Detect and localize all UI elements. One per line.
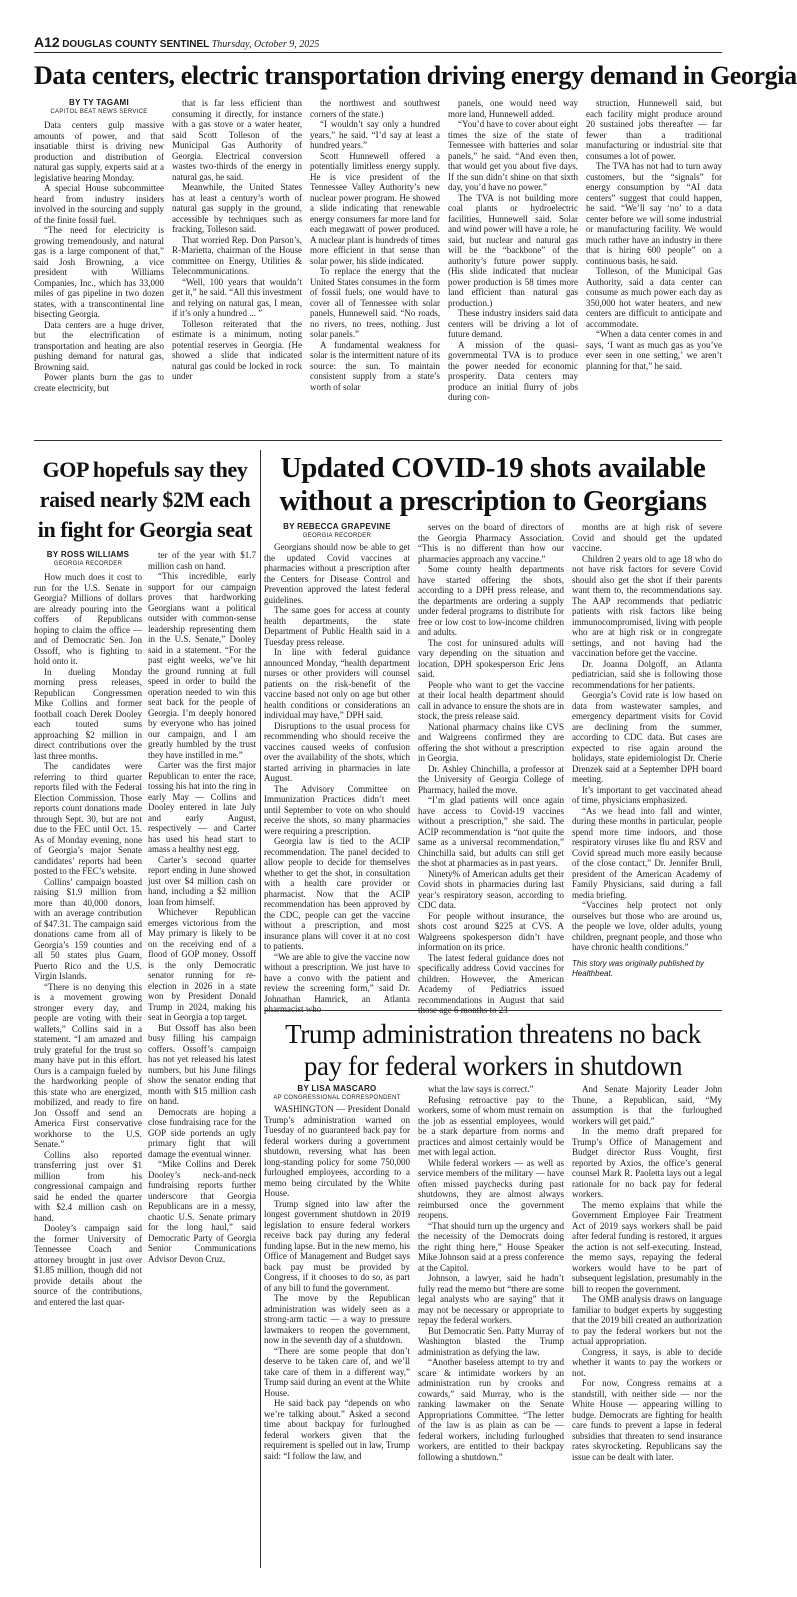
paragraph: How much does it cost to run for the U.S. Senate in Georgia? Millions of dollars are already pouring into the coffers of Republicans hoping to claim the office — and of Democratic Sen. Jon Ossoff, who is fighting to hold onto it. bbox=[34, 572, 142, 666]
story-2-byline-block bbox=[34, 550, 142, 568]
newspaper-name: DOUGLAS COUNTY SENTINEL bbox=[62, 39, 210, 50]
folio-rule bbox=[34, 52, 722, 53]
paragraph: Children 2 years old to age 18 who do not have risk factors for severe Covid should also get the shot if their parents want them to, the recommendations say. The AAP recommends that pediatric patients with risk factors like being immunocompromised, living with people who are at high risk or in congregate settings, and not having had the vaccination before get the vaccine. bbox=[572, 553, 722, 658]
paragraph: Power plants burn the gas to create electricity, but bbox=[34, 372, 164, 393]
paragraph: Dooley’s campaign said the former University of Tennessee Coach and attorney brought in just over $1.85 million, though did not provide details about the source of the contributions, and entered the last quar- bbox=[34, 1223, 142, 1307]
paragraph: The cost for uninsured adults will vary depending on the situation and location, DPH spokesperson Eric Jens said. bbox=[418, 637, 564, 679]
paragraph: A special House subcommittee heard from industry insiders involved in the sourcing and supply of the finite fossil fuel. bbox=[34, 183, 164, 225]
paragraph: The OMB analysis draws on language familiar to budget experts by suggesting that the 2019 bill created an authorization to pay the federal workers but not the actual appropriation. bbox=[572, 1294, 722, 1346]
issue-date: Thursday, October 9, 2025 bbox=[211, 39, 320, 50]
paragraph: “This incredible, early support for our campaign proves that hardworking Georgians want a political outsider with common-sense leadership representing them in the U.S. Senate,” Dooley said in a statement. “For the past eight weeks, we’ve hit the ground running at full speed in order to build the operation needed to win this seat back for the people of Georgia. I’m deeply honored by everyone who has joined our campaign, and I am greatly humbled by the trust they have instilled in me.” bbox=[148, 571, 256, 760]
story-2-column bbox=[148, 550, 256, 1564]
paragraph: “As we head into fall and winter, during these months in particular, people spend more time indoors, and those respiratory viruses like flu and RSV and Covid spread much more easily because of the close contact,” Dr. Jennifer Brull, president of the American Academy of Family Physicians, said during a fall media briefing. bbox=[572, 805, 722, 900]
paragraph: Georgians should now be able to get the updated Covid vaccines at pharmacies without a prescription after the Centers for Disease Control and Prevention approved the latest federal guidelines. bbox=[264, 542, 410, 605]
paragraph: Congress, it says, is able to decide whether it wants to pay the workers or not. bbox=[572, 1346, 722, 1378]
paragraph: struction, Hunnewell said, but each facility might produce around 20 sustained jobs thereafter — far fewer than a traditional manufacturing or industrial site that consumes a lot of power. bbox=[586, 98, 722, 161]
paragraph: The Advisory Committee on Immunization Practices didn’t meet until September to vote on who should receive the shots, so many pharmacies were requiring a prescription. bbox=[264, 783, 410, 836]
story-1-column bbox=[310, 98, 440, 432]
paragraph: Some county health departments have started offering the shots, according to a DPH press release, and the departments are ordering a supply under federal programs to distribute for free or low cost to low-income children and adults. bbox=[418, 564, 564, 637]
paragraph: Dr. Joanna Dolgoff, an Atlanta pediatrician, said she is following those recommendations for her patients. bbox=[572, 658, 722, 690]
story-1-byline: BY TY TAGAMI bbox=[68, 98, 130, 107]
paragraph: Meanwhile, the United States has at least a century’s worth of natural gas supply in the ground, accessible by techniques such as fracking, Tolleson said. bbox=[172, 182, 302, 234]
paragraph: WASHINGTON — President Donald Trump’s administration warned on Tuesday of no guaranteed back pay for federal workers during a government shutdown, reversing what has been long-standing policy for some 750,000 furloughed employees, according to a memo being circulated by the White House. bbox=[264, 1104, 410, 1198]
paragraph: Dr. Ashley Chinchilla, a professor at the University of Georgia College of Pharmacy, hailed the move. bbox=[418, 763, 564, 795]
paragraph: For now, Congress remains at a standstill, with neither side — nor the White House — appearing willing to budge. Democrats are fighting for health care funds to prevent a lapse in federal subsidies that threaten to send insurance rates skyrocketing. Republicans say the issue can be dealt with later. bbox=[572, 1378, 722, 1462]
story-3-column bbox=[264, 542, 410, 1014]
paragraph: In dueling Monday morning press releases, Republican Congressmen Mike Collins and former football coach Derek Dooley each touted sums approaching $2 million in direct contributions over the last three months. bbox=[34, 666, 142, 761]
section-rule bbox=[34, 440, 722, 441]
paragraph: And Senate Majority Leader John Thune, a Republican, said, “My assumption is that the furloughed workers will get paid.” bbox=[572, 1084, 722, 1126]
paragraph: A fundamental weakness for solar is the intermittent nature of its source: the sun. To maintain consistent supply from a state’s worth of solar bbox=[310, 339, 440, 392]
paragraph: that is far less efficient than consuming it directly, for instance with a gas stove or a water heater, said Scott Tolleson of the Municipal Gas Authority of Georgia. Electrical conversion wastes two-thirds of the energy in natural gas, he said. bbox=[172, 98, 302, 182]
paragraph: A mission of the quasi-governmental TVA is to produce the power needed for economic prosperity. Data centers may produce an initial flurry of jobs during con- bbox=[448, 339, 578, 402]
paragraph: Scott Hunnewell offered a potentially limitless energy supply. He is vice president of the Tennessee Valley Authority’s new nuclear power program. He showed a slide indicating that renewable energy consumers far more land for each megawatt of power produced. A nuclear plant is hundreds of times more efficient in that sense than solar power, his slide indicated. bbox=[310, 150, 440, 266]
paragraph: But Democratic Sen. Patty Murray of Washington blasted the Trump administration as defying the law. bbox=[418, 1325, 564, 1357]
story-3-byline-org: GEORGIA RECORDER bbox=[302, 533, 372, 539]
paragraph: “You’d have to cover about eight times the size of the state of Tennessee with batteries and solar panels,” he said. “And even then, that would get you about five days. If the sun didn’t shine on that sixth day, you’d have no power.” bbox=[448, 119, 578, 192]
paragraph: The TVA has not had to turn away customers, but the “signals” for energy consumption by “AI data centers” suggest that could happen, he said. “We’ll say ‘no’ to a data center before we will some industrial or manufacturing facility. We would much rather have an industry in there that is hiring 600 people” on a continuous basis, he said. bbox=[586, 161, 722, 266]
paragraph: The latest federal guidance does not specifically address Covid vaccines for children. However, the American Academy of Pediatrics issued recommendations in August that said those age 6 months to 23 bbox=[418, 952, 564, 1015]
paragraph: Georgia’s Covid rate is low based on data from wastewater samples, and emergency department visits for Covid are declining from the summer, according to CDC data. But cases are expected to rise again around the holidays, state epidemiologist Dr. Cherie Drenzek said at a September DPH board meeting. bbox=[572, 690, 722, 784]
story-4-column bbox=[418, 1084, 564, 1564]
paragraph: Tolleson reiterated that the estimate is a minimum, noting potential reserves in Georgia. (He showed a slide that indicated natural gas could be locked in rock under bbox=[172, 318, 302, 381]
paragraph: Collins also reported transferring just over $1 million from his congressional campaign and said he ended the quarter with $2.4 million cash on hand. bbox=[34, 1149, 142, 1223]
paragraph: Data centers are a huge driver, but the electrification of transportation and heating are also pushing demand for natural gas, Browning said. bbox=[34, 319, 164, 372]
paragraph: ter of the year with $1.7 million cash on hand. bbox=[148, 550, 256, 571]
paragraph: “Mike Collins and Derek Dooley’s neck-and-neck fundraising reports further underscore that Georgia Republicans are in a messy, chaotic U.S. Senate primary for the long haul,” said Democratic Party of Georgia Senior Communications Advisor Devon Cruz. bbox=[148, 1159, 256, 1264]
paragraph: “We are able to give the vaccine now without a prescription. We just have to have a convo with the patient and review the screening form,” said Dr. Johnathan Hamrick, an Atlanta pharmacist who bbox=[264, 951, 410, 1014]
paragraph: Whichever Republican emerges victorious from the May primary is likely to be on the receiving end of a flood of GOP money. Ossoff is the only Democratic senator running for re-election in 2026 in a state won by President Donald Trump in 2024, making his seat in Georgia a top target. bbox=[148, 907, 256, 1022]
paragraph: But Ossoff has also been busy filling his campaign coffers. Ossoff’s campaign has not yet released his latest numbers, but his June filings show the senator ending that month with $15 million cash on hand. bbox=[148, 1022, 256, 1106]
story-1-column bbox=[448, 98, 578, 432]
story-1-column bbox=[586, 98, 722, 432]
story-3-column bbox=[572, 522, 722, 1006]
story-4-byline-block bbox=[264, 1084, 410, 1102]
paragraph: For people without insurance, the shots cost around $225 at CVS. A Walgreens spokesperson didn’t have information on its price. bbox=[418, 910, 564, 952]
paragraph: panels, one would need way more land, Hunnewell added. bbox=[448, 98, 578, 119]
paragraph: Disruptions to the usual process for recommending who should receive the vaccines caused weeks of confusion over the availability of the shots, which started arriving in pharmacies in late August. bbox=[264, 720, 410, 783]
paragraph: Georgia law is tied to the ACIP recommendation. The panel decided to allow people to decide for themselves whether to get the shot, in consultation with a health care provider or pharmacist. Now that the ACIP recommendation has been approved by the CDC, people can get the vaccine without a prescription, and most insurance plans will cover it at no cost to patients. bbox=[264, 836, 410, 951]
paragraph: It’s important to get vaccinated ahead of time, physicians emphasized. bbox=[572, 784, 722, 805]
paragraph: While federal workers — as well as service members of the military — have often missed paychecks during past shutdowns, they are almost always reimbursed once the government reopens. bbox=[418, 1157, 564, 1220]
paragraph: To replace the energy that the United States consumes in the form of fossil fuels, one would have to cover all of Tennessee with solar panels, Hunnewell said. “No roads, no rivers, no trees, nothing. Just solar panels.” bbox=[310, 266, 440, 339]
paragraph: “When a data center comes in and says, ‘I want as much gas as you’ve ever seen in one setting,’ we aren’t planning for that,” he said. bbox=[586, 329, 722, 371]
story-1-column bbox=[34, 120, 164, 432]
paragraph: The move by the Republican administration was widely seen as a strong-arm tactic — a way to pressure lawmakers to reopen the government, now in the seventh day of a shutdown. bbox=[264, 1293, 410, 1345]
story-3-byline: BY REBECCA GRAPEVINE bbox=[283, 522, 391, 531]
paragraph: The same goes for access at county health departments, the state Department of Public Health said in a Tuesday press release. bbox=[264, 605, 410, 647]
paragraph: The memo explains that while the Government Employee Fair Treatment Act of 2019 says workers shall be paid after federal funding is restored, it argues the action is not self-executing. Instead, the memo says, repaying the federal workers would have to be part of subsequent legislation, presumably in the bill to reopen the government. bbox=[572, 1199, 722, 1294]
paragraph: Carter was the first major Republican to enter the race, tossing his hat into the ring in early May — Collins and Dooley entered in late July and early August, respectively — and Carter has used his head start to amass a healthy nest egg. bbox=[148, 760, 256, 854]
story-1-headline: Data centers, electric transportation driving energy demand in Georgia bbox=[34, 61, 797, 90]
story-3-column bbox=[418, 522, 564, 1015]
paragraph: Ninety% of American adults get their Covid shots in pharmacies during last year’s respiratory season, according to CDC data. bbox=[418, 868, 564, 910]
paragraph: what the law says is correct.” bbox=[428, 1084, 534, 1094]
paragraph: “The need for electricity is growing tremendously, and natural gas is a large component of that,” said Josh Browning, a vice president with Williams Companies, Inc., which has 33,000 miles of gas pipeline in two dozen states, with a transcontinental line bisecting Georgia. bbox=[34, 225, 164, 319]
story-1-column bbox=[172, 98, 302, 432]
paragraph: The candidates were referring to third quarter reports filed with the Federal Election Commission. Those reports count donations made through Sept. 30, but are not due to the FEC until Oct. 15. As of Monday evening, none of Georgia’s major Senate candidates’ reports had been posted to the FEC’s website. bbox=[34, 761, 142, 876]
story-source-note: This story was originally published by Healthbeat. bbox=[572, 958, 705, 978]
story-1-byline-block bbox=[34, 98, 164, 116]
paragraph: Carter’s second quarter report ending in June showed just over $4 million cash on hand, including a $2 million loan from himself. bbox=[148, 854, 256, 907]
section-rule bbox=[264, 1010, 722, 1011]
paragraph: “Well, 100 years that wouldn’t get it,” he said. “All this investment and relying on natural gas, I mean, if it’s only a hundred ... ” bbox=[172, 276, 302, 318]
paragraph: In line with federal guidance announced Monday, “health department nurses or other providers will counsel patients on the risk-benefit of the vaccine based not only on age but other health conditions or considerations an individual may have,” DPH said. bbox=[264, 647, 410, 720]
paragraph: “That should turn up the urgency and the necessity of the Democrats doing the right thing here,” House Speaker Mike Johnson said at a press conference at the Capitol. bbox=[418, 1220, 564, 1273]
paragraph: National pharmacy chains like CVS and Walgreens confirmed they are offering the shot without a prescription in Georgia. bbox=[418, 721, 564, 763]
paragraph: “There is no denying this is a movement growing stronger every day, and people are voting with their wallets,” Collins said in a statement. “I am amazed and truly grateful for the trust so many have put in this effort. Ours is a campaign fueled by the hardworking people of this state who are energized, mobilized, and ready to fire Jon Ossoff and send an America First conservative workhorse to the U.S. Senate.” bbox=[34, 981, 142, 1149]
paragraph: People who want to get the vaccine at their local health department should call in advance to ensure the shots are in stock, the press release said. bbox=[418, 679, 564, 721]
paragraph: Tolleson, of the Municipal Gas Authority, said a data center can consume as much power each day as 350,000 hot water heaters, and new centers are difficult to anticipate and accommodate. bbox=[586, 266, 722, 329]
paragraph: He said back pay “depends on who we’re talking about.” Asked a second time about backpay for furloughed federal workers given that the requirement is spelled out in law, Trump said: “I follow the law, and bbox=[264, 1398, 410, 1461]
paragraph: “Vaccines help protect not only ourselves but those who are around us, the people we love, older adults, young children, pregnant people, and those who have chronic health conditions.” bbox=[572, 900, 722, 952]
story-3-byline-block bbox=[264, 522, 410, 540]
paragraph: “Another baseless attempt to try and scare & intimidate workers by an administration run by crooks and cowards,” said Murray, who is the ranking lawmaker on the Senate Appropriations Committee. “The letter of the law is as plain as can be — federal workers, including furloughed workers, are entitled to their backpay following a shutdown.” bbox=[418, 1357, 564, 1462]
story-2-byline-org: GEORGIA RECORDER bbox=[53, 561, 123, 567]
story-2-headline: GOP hopefuls say they raised nearly $2M each in fight for Georgia seat bbox=[37, 457, 253, 542]
page-number: A12 bbox=[34, 34, 60, 50]
paragraph: Refusing retroactive pay to the workers, some of whom must remain on the job as essential employees, would be a stark departure from norms and practices and almost certainly would be met with legal action. bbox=[418, 1094, 564, 1157]
paragraph: serves on the board of directors of the Georgia Pharmacy Association. “This is no different than how our pharmacies approach any vaccine.” bbox=[418, 522, 564, 564]
paragraph: Trump signed into law after the longest government shutdown in 2019 legislation to ensure federal workers receive back pay during any federal funding lapse. But in the new memo, his Office of Management and Budget says back pay must be provided by Congress, if it chooses to do so, as part of any bill to fund the government. bbox=[264, 1198, 410, 1293]
folio bbox=[34, 34, 722, 52]
column-rule bbox=[260, 450, 261, 1568]
story-2-column bbox=[34, 572, 142, 1564]
story-1-byline-org: CAPITOL BEAT NEWS SERVICE bbox=[50, 109, 148, 115]
story-4-column bbox=[572, 1084, 722, 1564]
paragraph: Johnson, a lawyer, said he hadn’t fully read the memo but “there are some legal analysts who are saying” that it may not be necessary or appropriate to repay the federal workers. bbox=[418, 1273, 564, 1325]
paragraph: These industry insiders said data centers will be driving a lot of future demand. bbox=[448, 308, 578, 339]
story-4-byline: BY LISA MASCARO bbox=[297, 1084, 377, 1093]
paragraph: Data centers gulp massive amounts of power, and that insatiable thirst is driving new production and distribution of natural gas supply, experts said at a legislative hearing Monday. bbox=[34, 120, 164, 183]
paragraph: “I wouldn’t say only a hundred years,” he said. “I’d say at least a hundred years.” bbox=[310, 119, 440, 150]
paragraph: That worried Rep. Don Parson’s, R-Marietta, chairman of the House committee on Energy, Utilities & Telecommunications. bbox=[172, 234, 302, 276]
paragraph: “I’m glad patients will once again have access to Covid-19 vaccines without a prescription,” she said. The ACIP recommendation is “not quite the same as a universal recommendation,” Chinchilla said, but adults can still get the shot at pharmacies as in past years. bbox=[418, 795, 564, 868]
story-4-byline-org: AP CONGRESSIONAL CORRESPONDENT bbox=[273, 1095, 401, 1101]
paragraph: In the memo draft prepared for Trump’s Office of Management and Budget director Russ Vought, first reported by Axios, the office’s general counsel Mark R. Paoletta lays out a legal rationale for no back pay for federal workers. bbox=[572, 1126, 722, 1199]
paragraph: “There are some people that don’t deserve to be taken care of, and we’ll take care of them in a different way,” Trump said during an event at the White House. bbox=[264, 1345, 410, 1398]
paragraph: the northwest and southwest corners of the state.) bbox=[310, 98, 440, 119]
paragraph: Democrats are hoping a close fundraising race for the GOP side portends an ugly primary fight that will damage the eventual winner. bbox=[148, 1106, 256, 1159]
story-3-headline: Updated COVID-19 shots available without a prescription to Georgians bbox=[279, 452, 707, 517]
story-4-column bbox=[264, 1104, 410, 1564]
paragraph: The TVA is not building more coal plants or hydroelectric facilities, Hunnewell said. Solar and wind power will have a role, he said, but nuclear and natural gas will be the “backbone” of the authority’s future power supply. (His slide indicated that nuclear power production is 58 times more land efficient than natural gas production.) bbox=[448, 192, 578, 308]
paragraph: Collins’ campaign boasted raising $1.9 million from more than 40,000 donors, with an average contribution of $47.31. The campaign said donations came from all of Georgia’s 159 counties and all 50 states plus Guam, Puerto Rico and the U.S. Virgin Islands. bbox=[34, 876, 142, 981]
story-2-byline: BY ROSS WILLIAMS bbox=[46, 550, 130, 559]
paragraph: months are at high risk of severe Covid and should get the updated vaccine. bbox=[572, 522, 722, 553]
story-4-headline: Trump administration threatens no back pay for federal workers in shutdown bbox=[285, 1019, 701, 1081]
